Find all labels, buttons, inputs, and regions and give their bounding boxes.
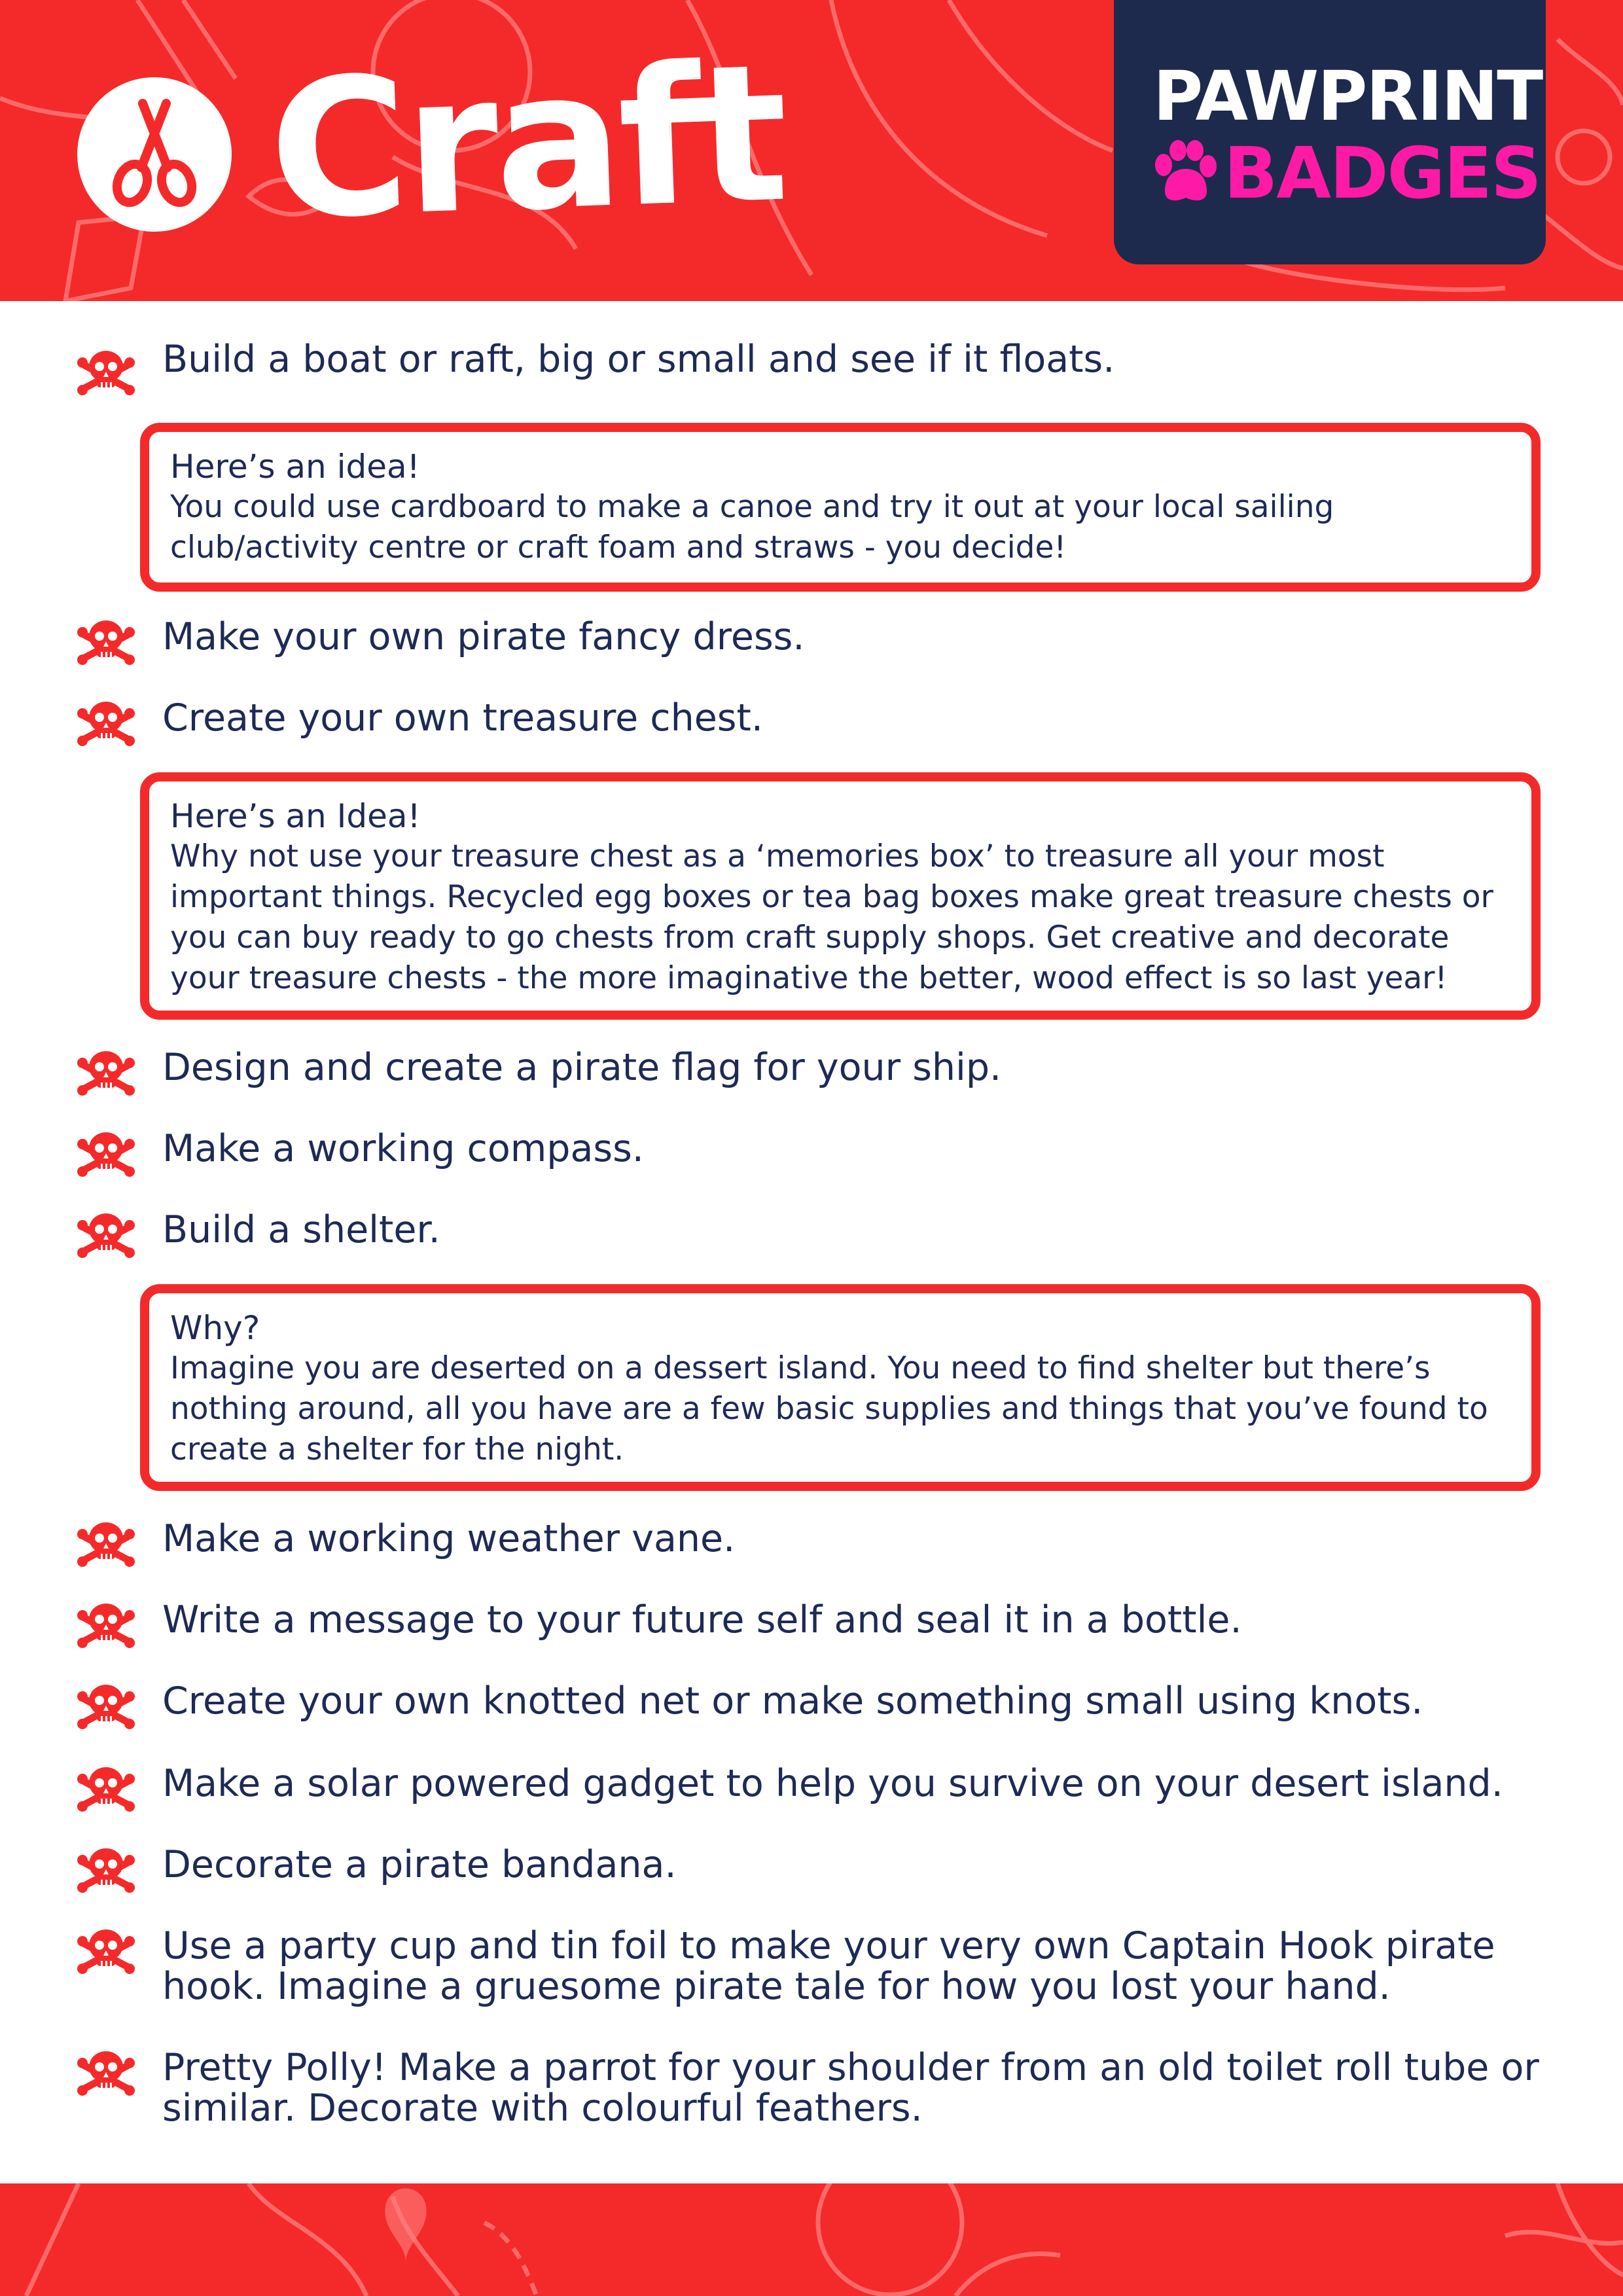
- skull-crossbones-icon: [77, 1518, 135, 1571]
- list-item-text: Make your own pirate fancy dress.: [162, 615, 805, 658]
- list-item-text: Make a working weather vane.: [162, 1517, 736, 1560]
- skull-crossbones-icon: [77, 1926, 135, 1978]
- idea-heading: Why?: [170, 1309, 260, 1347]
- skull-crossbones-icon: [77, 1210, 135, 1262]
- skull-crossbones-icon: [77, 347, 135, 399]
- skull-crossbones-icon: [77, 1681, 135, 1733]
- header-banner: [0, 0, 1623, 301]
- scissors-icon: [77, 77, 232, 232]
- list-item-text: Make a solar powered gadget to help you survive on your desert island.: [162, 1762, 1503, 1805]
- skull-crossbones-icon: [77, 698, 135, 750]
- list-item-text: Use a party cup and tin foil to make your very own Captain Hook pirate hook. Imagine a gruesome pirate tale for how you lost your hand.: [162, 1924, 1495, 2008]
- list-item-text: Decorate a pirate bandana.: [162, 1843, 677, 1886]
- skull-crossbones-icon: [77, 1763, 135, 1816]
- craft-badge: [77, 77, 232, 232]
- list-item-text: Write a message to your future self and seal it in a bottle.: [162, 1598, 1242, 1641]
- list-item-text: Pretty Polly! Make a parrot for your shoulder from an old toilet roll tube or similar. Decorate with colourful feathers.: [162, 2046, 1539, 2130]
- logo-line1: PAWPRINT: [1153, 56, 1543, 136]
- list-item-text: Create your own knotted net or make something small using knots.: [162, 1679, 1423, 1723]
- list-item-text: Build a shelter.: [162, 1208, 440, 1251]
- idea-heading: Here’s an Idea!: [170, 797, 421, 835]
- idea-body: Why not use your treasure chest as a ‘memories box’ to treasure all your most important things. Recycled egg boxes or tea bag boxes make great treasure chests or you can buy ready to go chests from craft supply shops. Get creative and decorate your treasure chests - the more imaginative the better, wood effect is so last year!: [170, 838, 1493, 996]
- footer-doodles: [0, 2183, 1623, 2296]
- idea-box: [140, 1284, 1541, 1491]
- idea-body: You could use cardboard to make a canoe and try it out at your local sailing club/activity centre or craft foam and straws - you decide!: [170, 489, 1334, 565]
- idea-box: [140, 772, 1541, 1020]
- skull-crossbones-icon: [77, 1844, 135, 1897]
- page-title: Craft: [266, 23, 788, 262]
- list-item-text: Make a working compass.: [162, 1127, 644, 1170]
- list-item-text: Create your own treasure chest.: [162, 696, 763, 740]
- skull-crossbones-icon: [77, 1128, 135, 1181]
- pawprint-badges-logo: [1114, 0, 1546, 264]
- skull-crossbones-icon: [77, 617, 135, 669]
- idea-box: [140, 423, 1541, 592]
- skull-crossbones-icon: [77, 1600, 135, 1652]
- paw-icon: [1150, 140, 1219, 206]
- footer-banner: [0, 2183, 1623, 2296]
- skull-crossbones-icon: [77, 1047, 135, 1100]
- list-item-text: Design and create a pirate flag for your ship.: [162, 1046, 1002, 1089]
- logo-line2: BADGES: [1224, 133, 1541, 215]
- idea-body: Imagine you are deserted on a dessert island. You need to find shelter but there’s nothing around, all you have are a few basic supplies and things that you’ve found to create a shelter for the night.: [170, 1350, 1488, 1467]
- list-item-text: Build a boat or raft, big or small and see if it floats.: [162, 338, 1115, 381]
- skull-crossbones-icon: [77, 2047, 135, 2100]
- idea-heading: Here’s an idea!: [170, 448, 420, 486]
